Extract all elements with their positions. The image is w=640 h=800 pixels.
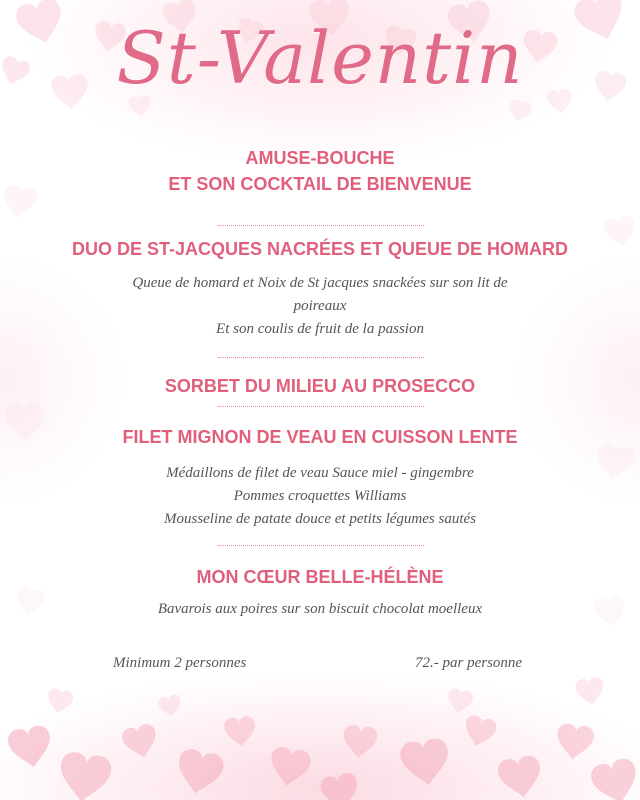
heading-line: AMUSE-BOUCHE — [245, 148, 395, 168]
course-heading-coeur-belle-helene — [40, 564, 600, 590]
divider — [218, 406, 424, 407]
description-line: Pommes croquettes Williams — [233, 488, 407, 504]
heading-line: DUO DE ST-JACQUES NACRÉES ET QUEUE DE HOMARD — [71, 239, 569, 259]
course-description-coeur-belle-helene — [100, 598, 540, 621]
course-heading-filet-mignon — [40, 424, 600, 450]
heading-line: FILET MIGNON DE VEAU EN CUISSON LENTE — [122, 427, 518, 447]
heading-line: SORBET DU MILIEU AU PROSECCO — [164, 376, 476, 396]
heading-line: ET SON COCKTAIL DE BIENVENUE — [168, 174, 472, 194]
heading-line: MON CŒUR BELLE-HÉLÈNE — [196, 567, 444, 587]
description-line: Médaillons de filet de veau Sauce miel - gingembre — [166, 465, 474, 481]
divider — [218, 357, 424, 358]
description-line: Bavarois aux poires sur son biscuit chocolat moelleux — [157, 601, 483, 617]
divider — [218, 545, 424, 546]
description-line: Mousseline de patate douce et petits légumes sautés — [163, 511, 476, 527]
course-description-duo-st-jacques — [100, 272, 540, 341]
description-line: Queue de homard et Noix de St jacques snackées sur son lit de — [132, 275, 508, 291]
heart-cluster-bottom — [6, 676, 640, 800]
page-title: St-Valentin — [116, 16, 524, 100]
description-line: poireaux — [293, 298, 347, 314]
divider — [218, 225, 424, 226]
minimum-persons: Minimum 2 personnes — [113, 655, 247, 671]
course-heading-duo-st-jacques — [40, 236, 600, 262]
description-line: Et son coulis de fruit de la passion — [216, 321, 424, 337]
price-per-person: 72.- par personne — [415, 655, 523, 671]
course-description-filet-mignon — [100, 462, 540, 531]
course-heading-sorbet — [40, 373, 600, 399]
course-heading-amuse-bouche — [40, 145, 600, 197]
